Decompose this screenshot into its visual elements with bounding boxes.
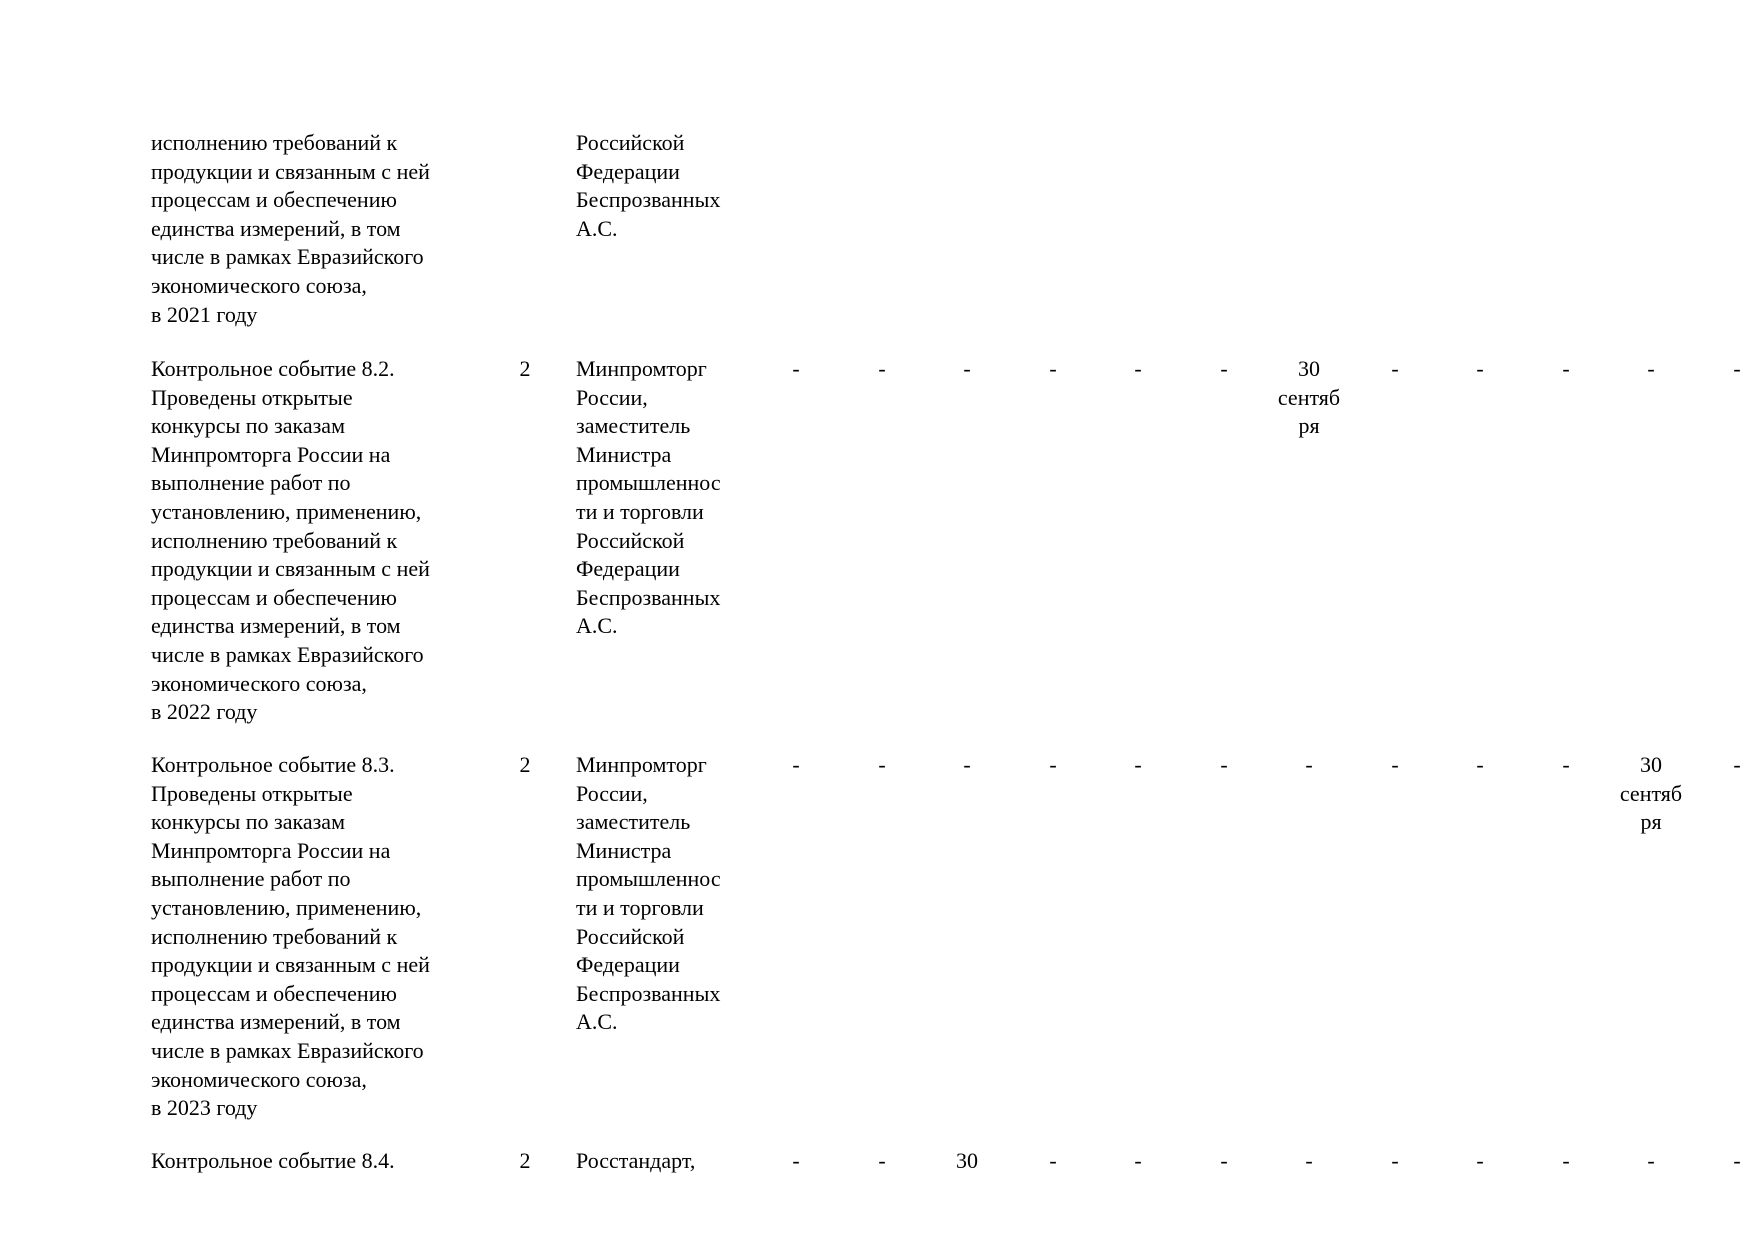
period-cell-5: - <box>1134 752 1142 777</box>
period-cell-2: - <box>878 356 886 381</box>
period-cell-7: 30 сентяб ря <box>1277 356 1341 439</box>
period-cell-5: - <box>1134 356 1142 381</box>
period-cell-7: - <box>1305 1148 1313 1173</box>
period-cell-10: - <box>1562 1148 1570 1173</box>
period-cell-7: - <box>1305 752 1313 777</box>
event-description: Контрольное событие 8.4. <box>151 1148 395 1173</box>
period-cell-12: - <box>1733 752 1741 777</box>
period-cell-10: - <box>1562 356 1570 381</box>
responsible-party: Росстандарт, <box>576 1148 696 1173</box>
period-cell-8: - <box>1391 752 1399 777</box>
event-type-number: 2 <box>519 356 531 381</box>
period-cell-9: - <box>1476 752 1484 777</box>
period-cell-8: - <box>1391 356 1399 381</box>
period-cell-5: - <box>1134 1148 1142 1173</box>
period-cell-2: - <box>878 1148 886 1173</box>
period-cell-1: - <box>792 356 800 381</box>
responsible-party: Российской Федерации Беспрозванных А.С. <box>576 130 721 241</box>
period-cell-11: - <box>1647 1148 1655 1173</box>
period-cell-6: - <box>1220 356 1228 381</box>
period-cell-12: - <box>1733 1148 1741 1173</box>
event-type-number: 2 <box>519 752 531 777</box>
period-cell-1: - <box>792 752 800 777</box>
period-cell-2: - <box>878 752 886 777</box>
period-cell-12: - <box>1733 356 1741 381</box>
period-cell-4: - <box>1049 1148 1057 1173</box>
responsible-party: Минпромторг России, заместитель Министра промышленнос ти и торговли Российской Федерации Беспрозванных А.С. <box>576 356 721 639</box>
event-description: Контрольное событие 8.3. Проведены открытые конкурсы по заказам Минпромторга России на выполнение работ по установлению, применению, исполнению требований к продукции и связанным с ней процессам и обеспечению единства измерений, в том числе в рамках Евразийского экономического союза, в 2023 году <box>151 752 430 1121</box>
event-description: Контрольное событие 8.2. Проведены открытые конкурсы по заказам Минпромторга России на выполнение работ по установлению, применению, исполнению требований к продукции и связанным с ней процессам и обеспечению единства измерений, в том числе в рамках Евразийского экономического союза, в 2022 году <box>151 356 430 725</box>
period-cell-1: - <box>792 1148 800 1173</box>
responsible-party: Минпромторг России, заместитель Министра промышленнос ти и торговли Российской Федерации Беспрозванных А.С. <box>576 752 721 1035</box>
period-cell-6: - <box>1220 1148 1228 1173</box>
period-cell-9: - <box>1476 1148 1484 1173</box>
period-cell-9: - <box>1476 356 1484 381</box>
period-cell-3: - <box>963 356 971 381</box>
period-cell-4: - <box>1049 752 1057 777</box>
period-cell-10: - <box>1562 752 1570 777</box>
period-cell-4: - <box>1049 356 1057 381</box>
period-cell-11: 30 сентяб ря <box>1619 752 1683 835</box>
period-cell-3: 30 <box>956 1148 978 1173</box>
event-type-number: 2 <box>519 1148 531 1173</box>
period-cell-3: - <box>963 752 971 777</box>
period-cell-8: - <box>1391 1148 1399 1173</box>
period-cell-11: - <box>1647 356 1655 381</box>
period-cell-6: - <box>1220 752 1228 777</box>
event-description: исполнению требований к продукции и связанным с ней процессам и обеспечению единства измерений, в том числе в рамках Евразийского экономического союза, в 2021 году <box>151 130 430 327</box>
